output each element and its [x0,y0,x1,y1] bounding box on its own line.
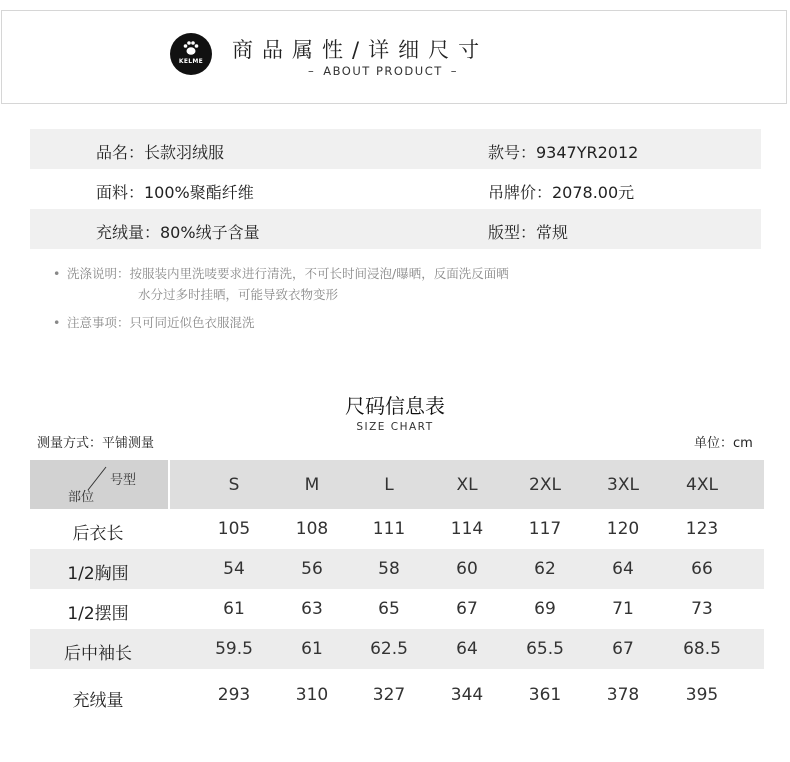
table-cell: 69 [534,599,556,619]
unit-label: 单位：cm [694,436,753,451]
wash-note [53,263,509,305]
page-subtitle-text: ABOUT PRODUCT [323,64,443,78]
attribute-row [30,169,761,209]
table-cell: 117 [528,519,562,539]
attribute-price: 吊牌价：2078.00元 [488,183,635,202]
attribute-row [30,209,761,249]
table-cell: 56 [301,559,323,579]
table-cell: 67 [456,599,478,619]
table-cell: 54 [223,559,245,579]
table-cell: 62 [534,559,556,579]
page-title: 商品属性/详细尺寸 [232,38,489,62]
table-cell: 66 [691,559,713,579]
table-cell: 58 [378,559,400,579]
table-row [30,509,764,549]
table-cell: 59.5 [215,639,253,659]
table-cell: 68.5 [683,639,721,659]
table-row [30,549,764,589]
size-header: 2XL [529,475,561,495]
corner-cell [30,460,170,509]
size-chart-subtitle: SIZE CHART [356,421,434,433]
size-header: M [304,475,320,495]
size-header: 3XL [607,475,639,495]
attention-note-text: 注意事项：只可同近似色衣服混洗 [67,315,255,330]
table-cell: 378 [606,685,640,705]
table-cell: 114 [450,519,484,539]
attribute-fit: 版型：常规 [488,223,569,242]
table-cell: 60 [456,559,478,579]
table-cell: 105 [217,519,251,539]
table-row [30,629,764,669]
table-cell: 111 [372,519,406,539]
size-chart-title: 尺码信息表 [345,394,445,418]
table-cell: 65 [378,599,400,619]
diagonal-line [30,460,170,509]
page-subtitle [300,64,466,78]
size-table [30,460,764,725]
care-notes [53,263,509,333]
table-row [30,669,764,725]
size-header-row [30,460,764,509]
table-row [30,589,764,629]
bullet: • [53,266,61,281]
measure-method: 测量方式：平铺测量 [37,436,155,451]
table-cell: 120 [606,519,640,539]
row-label: 后衣长 [72,524,124,544]
attribute-style-no: 款号：9347YR2012 [488,143,639,162]
table-cell: 123 [685,519,719,539]
table-cell: 62.5 [370,639,408,659]
table-cell: 361 [528,685,562,705]
divider: – [450,64,459,78]
table-cell: 61 [223,599,245,619]
wash-note-line2: 水分过多时挂晒，可能导致衣物变形 [138,287,339,302]
table-cell: 64 [612,559,634,579]
table-cell: 71 [612,599,634,619]
table-cell: 67 [612,639,634,659]
table-cell: 64 [456,639,478,659]
attention-note [53,312,509,333]
size-header: XL [456,475,478,495]
table-cell: 63 [301,599,323,619]
size-header: L [384,475,394,495]
table-cell: 293 [217,685,251,705]
table-cell: 61 [301,639,323,659]
corner-part-label: 部位 [68,490,95,505]
table-cell: 310 [295,685,329,705]
wash-note-line1: 洗涤说明：按服装内里洗唛要求进行清洗，不可长时间浸泡/曝晒，反面洗反面晒 [67,266,509,281]
table-cell: 327 [372,685,406,705]
attribute-fabric: 面料：100%聚酯纤维 [96,183,254,202]
row-label: 充绒量 [72,691,124,711]
brand-logo [170,33,212,75]
attribute-fill: 充绒量：80%绒子含量 [96,223,260,242]
row-label: 1/2摆围 [67,604,129,624]
paw-icon [182,39,200,57]
attribute-row [30,129,761,169]
size-header: S [228,475,240,495]
bullet: • [53,315,61,330]
corner-size-label: 号型 [109,473,136,488]
table-cell: 344 [450,685,484,705]
divider: – [308,64,316,78]
table-cell: 108 [295,519,329,539]
row-label: 后中袖长 [64,644,132,664]
attribute-table [30,129,761,249]
logo-text: KELME [178,58,204,65]
size-header: 4XL [686,475,718,495]
row-label: 1/2胸围 [67,564,129,584]
attribute-name: 品名：长款羽绒服 [96,143,225,162]
table-cell: 395 [685,685,719,705]
table-cell: 65.5 [526,639,564,659]
table-cell: 73 [691,599,713,619]
